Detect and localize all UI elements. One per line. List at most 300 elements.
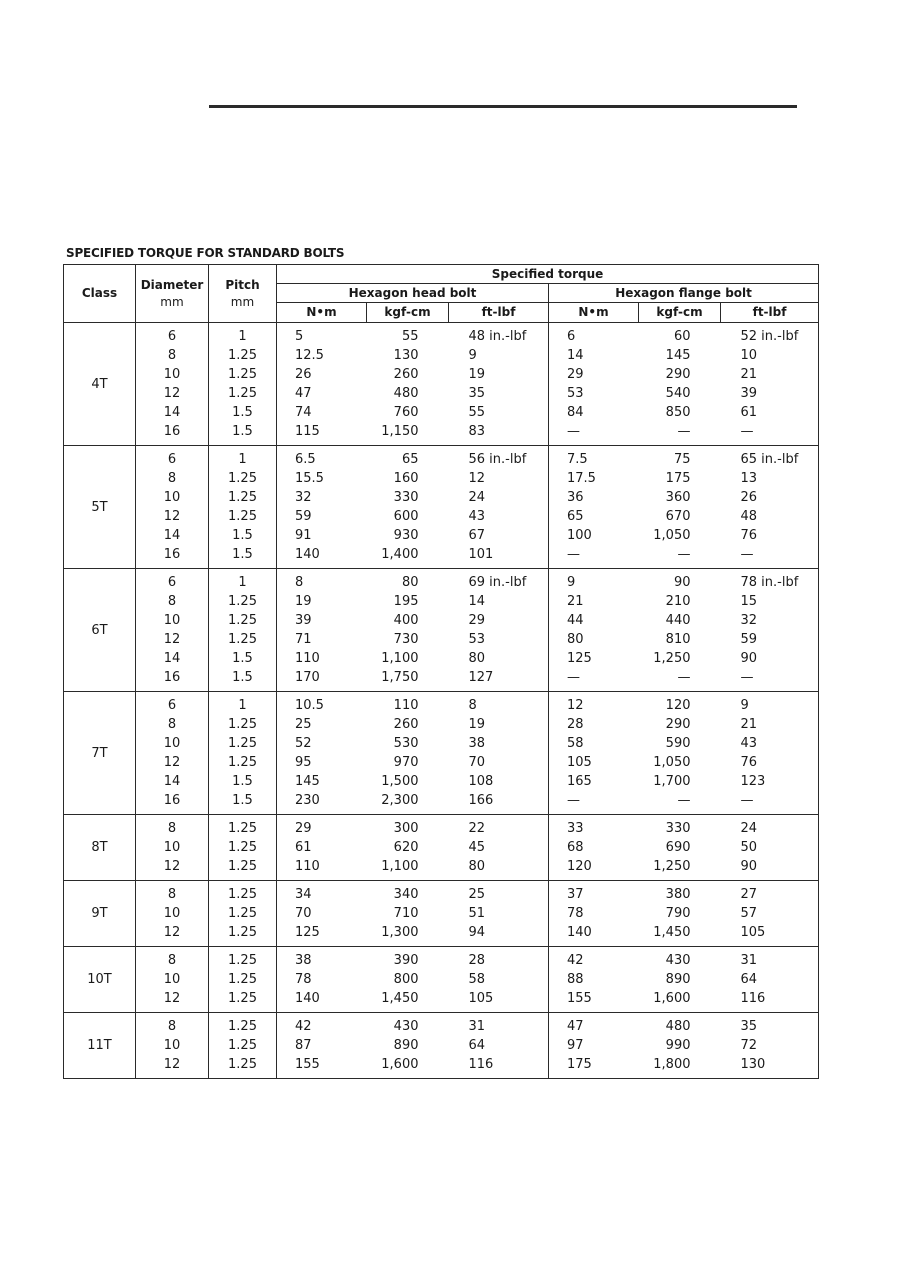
value-line: 1,700 (653, 774, 691, 789)
header-pitch (209, 265, 277, 323)
value-line: 70 (468, 755, 486, 770)
flange-ft-cell (721, 947, 819, 1013)
flange-nm-cell (549, 881, 639, 947)
value-line: 80 (567, 632, 584, 647)
value-line: 1.25 (228, 991, 257, 1006)
value-line: 170 (295, 670, 320, 685)
value-line: 12 (163, 991, 181, 1006)
pitch-cell (209, 947, 277, 1013)
value-line: 16 (163, 424, 181, 439)
head-kgf-cell (367, 446, 449, 569)
value-line: 65 (567, 509, 584, 524)
value-line: 14 (163, 774, 181, 789)
value-line: 105 (567, 755, 592, 770)
value-line: 155 (295, 1057, 320, 1072)
value-line: 29 (468, 613, 486, 628)
value-line: 760 (393, 405, 419, 420)
flange-kgf-cell (639, 815, 721, 881)
class-cell: 4T (64, 323, 136, 446)
value-line: 21 (740, 717, 758, 732)
diameter-cell (136, 947, 209, 1013)
value-line: 115 (295, 424, 320, 439)
class-cell: 9T (64, 881, 136, 947)
value-line: 260 (393, 367, 419, 382)
value-line: 330 (393, 490, 419, 505)
value-line: 19 (468, 717, 486, 732)
head-kgf-cell (367, 947, 449, 1013)
class-cell: 6T (64, 569, 136, 692)
class-cell: 10T (64, 947, 136, 1013)
value-line: — (567, 793, 580, 808)
value-line: 45 (468, 840, 486, 855)
value-line: 25 (295, 717, 312, 732)
value-line: 19 (468, 367, 486, 382)
head-kgf-cell (367, 323, 449, 446)
value-line: 70 (295, 906, 312, 921)
value-line: 480 (665, 1019, 691, 1034)
value-line: 1,100 (381, 651, 419, 666)
value-line: 110 (295, 651, 320, 666)
value-line: 1.25 (228, 887, 257, 902)
value-line: 160 (393, 471, 419, 486)
value-line: 59 (740, 632, 758, 647)
flange-kgf-cell (639, 446, 721, 569)
value-line: 1.25 (228, 1019, 257, 1034)
value-line: 290 (665, 367, 691, 382)
header-head-kgfcm: kgf-cm (367, 303, 449, 323)
value-line: 61 (295, 840, 312, 855)
value-line: 430 (665, 953, 691, 968)
value-line: 1.25 (228, 632, 257, 647)
value-line: 6 (167, 698, 177, 713)
value-line: 90 (673, 575, 691, 590)
value-line: 42 (567, 953, 584, 968)
value-line: 140 (295, 991, 320, 1006)
value-line: 21 (740, 367, 758, 382)
value-line: 58 (567, 736, 584, 751)
value-line: 970 (393, 755, 419, 770)
value-line: 32 (295, 490, 312, 505)
value-line: 930 (393, 528, 419, 543)
value-line: 1,450 (381, 991, 419, 1006)
value-line: 14 (163, 405, 181, 420)
value-line: 1,750 (381, 670, 419, 685)
value-line: 19 (295, 594, 312, 609)
value-line: 120 (665, 698, 691, 713)
value-line: 8 (167, 821, 177, 836)
value-line: — (567, 424, 580, 439)
value-line: 330 (665, 821, 691, 836)
head-nm-cell (277, 323, 367, 446)
value-line: 125 (295, 925, 320, 940)
pitch-cell (209, 569, 277, 692)
value-line: 55 (401, 329, 419, 344)
value-line: 80 (468, 651, 486, 666)
value-line: 480 (393, 386, 419, 401)
value-line: — (677, 424, 691, 439)
value-line: 97 (567, 1038, 584, 1053)
value-line: 12.5 (295, 348, 324, 363)
value-line: 1,250 (653, 859, 691, 874)
head-kgf-cell (367, 815, 449, 881)
value-line: 6 (167, 452, 177, 467)
value-line: 600 (393, 509, 419, 524)
value-line: 1.5 (232, 424, 253, 439)
value-line: 1.25 (228, 906, 257, 921)
header-head-ftlbf: ft-lbf (449, 303, 549, 323)
diameter-cell (136, 692, 209, 815)
value-line: 1.5 (232, 405, 253, 420)
value-line: 10 (163, 613, 181, 628)
header-class: Class (64, 265, 136, 323)
value-line: 790 (665, 906, 691, 921)
table-title: SPECIFIED TORQUE FOR STANDARD BOLTS (66, 246, 345, 260)
value-line: — (567, 670, 580, 685)
value-line: 32 (740, 613, 758, 628)
flange-nm-cell (549, 569, 639, 692)
value-line: 1,800 (653, 1057, 691, 1072)
class-cell: 5T (64, 446, 136, 569)
value-line: 24 (740, 821, 758, 836)
value-line: 1 (238, 452, 247, 467)
flange-ft-cell (721, 815, 819, 881)
class-cell: 11T (64, 1013, 136, 1079)
value-line: 1.25 (228, 736, 257, 751)
value-line: 155 (567, 991, 592, 1006)
value-line: 61 (740, 405, 758, 420)
value-line: 14 (468, 594, 486, 609)
value-line: 72 (740, 1038, 758, 1053)
value-line: 1,100 (381, 859, 419, 874)
value-line: 57 (740, 906, 758, 921)
value-line: 10 (740, 348, 758, 363)
value-line: 83 (468, 424, 486, 439)
value-line: 12 (468, 471, 486, 486)
head-ft-cell (449, 881, 549, 947)
value-line: 140 (295, 547, 320, 562)
flange-ft-cell (721, 1013, 819, 1079)
header-specified-torque: Specified torque (277, 265, 819, 284)
value-line: 105 (468, 991, 494, 1006)
value-line: 120 (567, 859, 592, 874)
value-line: 105 (740, 925, 766, 940)
value-line: 380 (665, 887, 691, 902)
value-line: 10 (163, 367, 181, 382)
value-line: 76 (740, 755, 758, 770)
class-group-row (64, 692, 819, 815)
class-group-row (64, 569, 819, 692)
value-line: 6 (567, 329, 576, 344)
head-ft-cell (449, 947, 549, 1013)
class-cell: 7T (64, 692, 136, 815)
value-line: 39 (295, 613, 312, 628)
head-kgf-cell (367, 692, 449, 815)
value-line: 35 (468, 386, 486, 401)
value-line: 1.25 (228, 490, 257, 505)
value-line: 690 (665, 840, 691, 855)
value-line: 590 (665, 736, 691, 751)
head-nm-cell (277, 815, 367, 881)
value-line: 110 (295, 859, 320, 874)
value-line: — (567, 547, 580, 562)
value-line: 1.5 (232, 528, 253, 543)
value-line: 1.25 (228, 613, 257, 628)
class-group-row (64, 1013, 819, 1079)
header-pitch-label: Pitch (225, 277, 260, 292)
value-line: 29 (295, 821, 312, 836)
value-line: 123 (740, 774, 766, 789)
value-line: 8 (167, 348, 177, 363)
value-line: 68 (567, 840, 584, 855)
value-line: 95 (295, 755, 312, 770)
flange-kgf-cell (639, 569, 721, 692)
value-line: 1.5 (232, 670, 253, 685)
value-line: 145 (665, 348, 691, 363)
class-group-row (64, 446, 819, 569)
value-line: 26 (295, 367, 312, 382)
pitch-cell (209, 446, 277, 569)
value-line: 55 (468, 405, 486, 420)
value-line: 24 (468, 490, 486, 505)
value-line: 990 (665, 1038, 691, 1053)
value-line: 1.25 (228, 367, 257, 382)
value-line: 108 (468, 774, 494, 789)
value-line: 1.25 (228, 471, 257, 486)
value-line: 60 (673, 329, 691, 344)
diameter-cell (136, 569, 209, 692)
value-line: 130 (740, 1057, 766, 1072)
value-line: 10 (163, 906, 181, 921)
header-diameter-label: Diameter (140, 277, 204, 292)
value-line: 78 (567, 906, 584, 921)
value-line: 440 (665, 613, 691, 628)
value-line: 116 (740, 991, 766, 1006)
flange-nm-cell (549, 1013, 639, 1079)
value-line: — (740, 424, 754, 439)
value-line: 47 (567, 1019, 584, 1034)
value-line: 1.25 (228, 386, 257, 401)
value-line: 8 (167, 887, 177, 902)
flange-nm-cell (549, 947, 639, 1013)
value-line: 390 (393, 953, 419, 968)
value-line: 31 (740, 953, 758, 968)
value-line: 175 (665, 471, 691, 486)
value-line: 91 (295, 528, 312, 543)
value-line: 80 (401, 575, 419, 590)
value-line: 67 (468, 528, 486, 543)
flange-ft-cell (721, 692, 819, 815)
value-line: 810 (665, 632, 691, 647)
head-nm-cell (277, 947, 367, 1013)
value-line: 50 (740, 840, 758, 855)
value-line: 8 (468, 698, 477, 713)
value-line: 27 (740, 887, 758, 902)
value-line: 290 (665, 717, 691, 732)
class-group-row (64, 815, 819, 881)
header-diameter-unit: mm (160, 294, 184, 309)
value-line: 8 (167, 953, 177, 968)
value-line: 1,300 (381, 925, 419, 940)
value-line: 31 (468, 1019, 486, 1034)
value-line: 14 (567, 348, 584, 363)
diameter-cell (136, 323, 209, 446)
value-line: 195 (393, 594, 419, 609)
flange-ft-cell (721, 323, 819, 446)
pitch-cell (209, 1013, 277, 1079)
value-line: 29 (567, 367, 584, 382)
value-line: 53 (468, 632, 486, 647)
value-line: 33 (567, 821, 584, 836)
header-flange-nm: N•m (549, 303, 639, 323)
value-line: 25 (468, 887, 486, 902)
value-line: 6.5 (295, 452, 316, 467)
value-line: 730 (393, 632, 419, 647)
flange-kgf-cell (639, 1013, 721, 1079)
value-line: 1.25 (228, 972, 257, 987)
value-line: 1.25 (228, 755, 257, 770)
pitch-cell (209, 692, 277, 815)
value-line: 10 (163, 736, 181, 751)
value-line: — (740, 670, 754, 685)
class-group-row (64, 947, 819, 1013)
flange-kgf-cell (639, 947, 721, 1013)
value-line: 110 (393, 698, 419, 713)
value-line: 1,050 (653, 528, 691, 543)
value-line: 7.5 (567, 452, 588, 467)
value-line: 890 (393, 1038, 419, 1053)
value-line: 47 (295, 386, 312, 401)
value-line: 710 (393, 906, 419, 921)
value-line: 26 (740, 490, 758, 505)
value-line: 1.5 (232, 774, 253, 789)
header-pitch-unit: mm (230, 294, 255, 309)
value-line: 13 (740, 471, 758, 486)
diameter-cell (136, 881, 209, 947)
value-line: 8 (167, 594, 177, 609)
value-line: 12 (163, 755, 181, 770)
value-line: 80 (468, 859, 486, 874)
value-line: 94 (468, 925, 486, 940)
value-line: 12 (163, 509, 181, 524)
value-line: 53 (567, 386, 584, 401)
head-kgf-cell (367, 569, 449, 692)
value-line: 540 (665, 386, 691, 401)
flange-ft-cell (721, 446, 819, 569)
value-line: 88 (567, 972, 584, 987)
flange-ft-cell (721, 569, 819, 692)
value-line: 127 (468, 670, 494, 685)
diameter-cell (136, 446, 209, 569)
value-line: 56 in.-lbf (468, 452, 527, 467)
value-line: 64 (740, 972, 758, 987)
value-line: 9 (567, 575, 576, 590)
value-line: 39 (740, 386, 758, 401)
value-line: 10 (163, 840, 181, 855)
value-line: 90 (740, 859, 758, 874)
head-ft-cell (449, 815, 549, 881)
value-line: 90 (740, 651, 758, 666)
head-nm-cell (277, 446, 367, 569)
value-line: 130 (393, 348, 419, 363)
flange-kgf-cell (639, 881, 721, 947)
value-line: 36 (567, 490, 584, 505)
value-line: 8 (167, 1019, 177, 1034)
value-line: 101 (468, 547, 494, 562)
head-ft-cell (449, 1013, 549, 1079)
value-line: 17.5 (567, 471, 596, 486)
value-line: 300 (393, 821, 419, 836)
flange-kgf-cell (639, 323, 721, 446)
value-line: — (740, 793, 754, 808)
value-line: 1,050 (653, 755, 691, 770)
value-line: 1,150 (381, 424, 419, 439)
value-line: 1,250 (653, 651, 691, 666)
value-line: 44 (567, 613, 584, 628)
value-line: 51 (468, 906, 486, 921)
value-line: 16 (163, 670, 181, 685)
value-line: — (677, 670, 691, 685)
value-line: 1.5 (232, 547, 253, 562)
value-line: 58 (468, 972, 486, 987)
value-line: 21 (567, 594, 584, 609)
value-line: 116 (468, 1057, 494, 1072)
pitch-cell (209, 323, 277, 446)
value-line: 230 (295, 793, 320, 808)
value-line: 210 (665, 594, 691, 609)
value-line: 75 (673, 452, 691, 467)
value-line: 59 (295, 509, 312, 524)
header-hex-head: Hexagon head bolt (277, 284, 549, 303)
value-line: 1,400 (381, 547, 419, 562)
value-line: 22 (468, 821, 486, 836)
value-line: 15.5 (295, 471, 324, 486)
value-line: 48 in.-lbf (468, 329, 527, 344)
flange-nm-cell (549, 446, 639, 569)
top-rule (209, 105, 797, 108)
flange-ft-cell (721, 881, 819, 947)
value-line: 64 (468, 1038, 486, 1053)
value-line: 10 (163, 1038, 181, 1053)
head-ft-cell (449, 446, 549, 569)
pitch-cell (209, 815, 277, 881)
header-flange-ftlbf: ft-lbf (721, 303, 819, 323)
value-line: 145 (295, 774, 320, 789)
flange-nm-cell (549, 323, 639, 446)
value-line: 65 in.-lbf (740, 452, 799, 467)
value-line: 1.25 (228, 821, 257, 836)
value-line: 1.5 (232, 793, 253, 808)
value-line: 35 (740, 1019, 758, 1034)
value-line: 530 (393, 736, 419, 751)
value-line: 78 in.-lbf (740, 575, 799, 590)
value-line: 100 (567, 528, 592, 543)
value-line: — (677, 793, 691, 808)
value-line: 1.25 (228, 1057, 257, 1072)
value-line: 12 (163, 1057, 181, 1072)
flange-nm-cell (549, 815, 639, 881)
value-line: 38 (468, 736, 486, 751)
value-line: — (740, 547, 754, 562)
value-line: 670 (665, 509, 691, 524)
value-line: 12 (163, 859, 181, 874)
value-line: 34 (295, 887, 312, 902)
value-line: 166 (468, 793, 494, 808)
value-line: 16 (163, 793, 181, 808)
diameter-cell (136, 1013, 209, 1079)
value-line: 43 (740, 736, 758, 751)
head-nm-cell (277, 1013, 367, 1079)
header-flange-kgfcm: kgf-cm (639, 303, 721, 323)
